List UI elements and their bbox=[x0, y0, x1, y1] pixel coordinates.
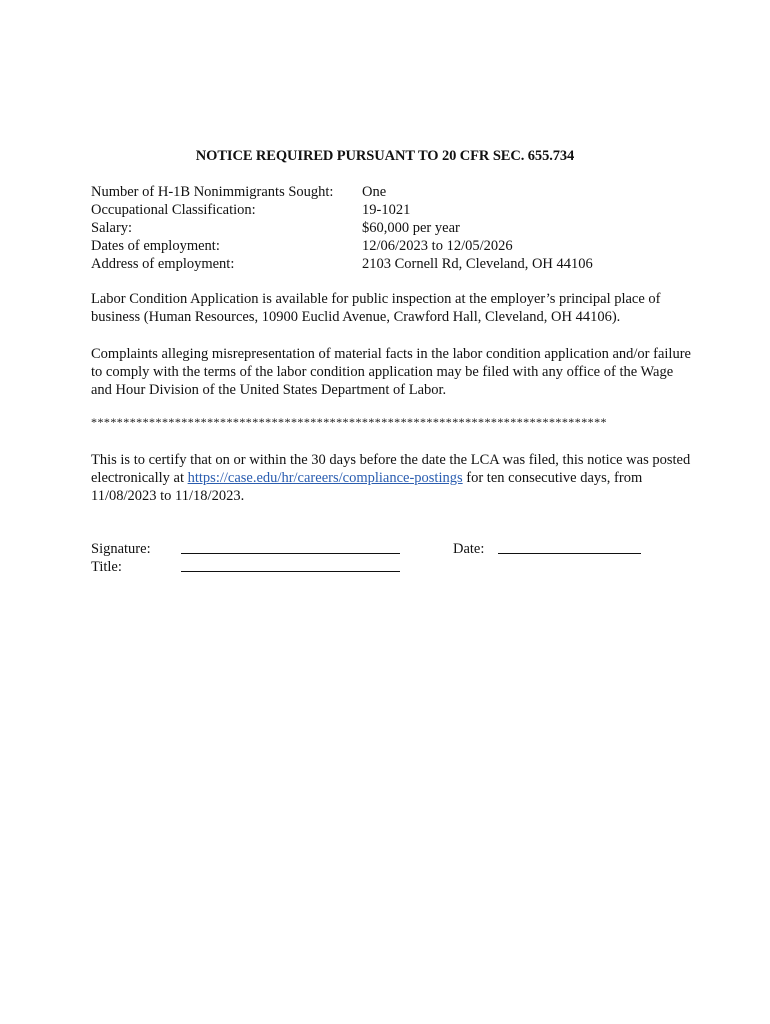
asterisk-separator: ******************************************************************************** bbox=[91, 415, 607, 429]
field-row-address bbox=[91, 255, 691, 273]
certification-text-before: This is to certify that on or within the 30 days before the date the LCA was filed, this notice was posted electronically at bbox=[91, 452, 691, 486]
complaints-paragraph: Complaints alleging misrepresentation of material facts in the labor condition application and/or failure to comply with the terms of the labor condition application may be filed with any office of the Wage and Hour Division of the United States Department of Labor. bbox=[91, 346, 691, 398]
field-value: $60,000 per year bbox=[362, 220, 460, 236]
field-value: 2103 Cornell Rd, Cleveland, OH 44106 bbox=[362, 256, 593, 272]
page-title: NOTICE REQUIRED PURSUANT TO 20 CFR SEC. 655.734 bbox=[195, 148, 575, 164]
employment-details bbox=[91, 183, 691, 273]
field-row-nonimmigrants bbox=[91, 183, 691, 201]
title-label: Title: bbox=[91, 559, 122, 575]
title-row bbox=[91, 558, 691, 576]
signature-row bbox=[91, 540, 691, 558]
field-label: Dates of employment: bbox=[91, 238, 220, 254]
field-value: One bbox=[362, 184, 387, 200]
field-row-occupation bbox=[91, 201, 691, 219]
field-label: Occupational Classification: bbox=[91, 202, 256, 218]
field-row-dates bbox=[91, 237, 691, 255]
field-value: 19-1021 bbox=[362, 202, 411, 218]
title-line bbox=[181, 571, 400, 572]
signature-label: Signature: bbox=[91, 541, 151, 557]
signature-block bbox=[91, 540, 691, 576]
date-line bbox=[498, 553, 641, 554]
certification-text-after: for ten consecutive days, from 11/08/2023 to 11/18/2023. bbox=[91, 470, 643, 504]
certification-paragraph bbox=[91, 451, 691, 505]
field-label: Address of employment: bbox=[91, 256, 235, 272]
signature-line bbox=[181, 553, 400, 554]
field-row-salary bbox=[91, 219, 691, 237]
date-label: Date: bbox=[453, 541, 485, 557]
field-value: 12/06/2023 to 12/05/2026 bbox=[362, 238, 513, 254]
field-label: Salary: bbox=[91, 220, 133, 236]
lca-availability-paragraph: Labor Condition Application is available for public inspection at the employer’s principal place of business (Human Resources, 10900 Euclid Avenue, Crawford Hall, Cleveland, OH 44106). bbox=[91, 291, 661, 325]
field-label: Number of H-1B Nonimmigrants Sought: bbox=[91, 184, 334, 200]
compliance-postings-link[interactable]: https://case.edu/hr/careers/compliance-postings bbox=[187, 470, 463, 486]
